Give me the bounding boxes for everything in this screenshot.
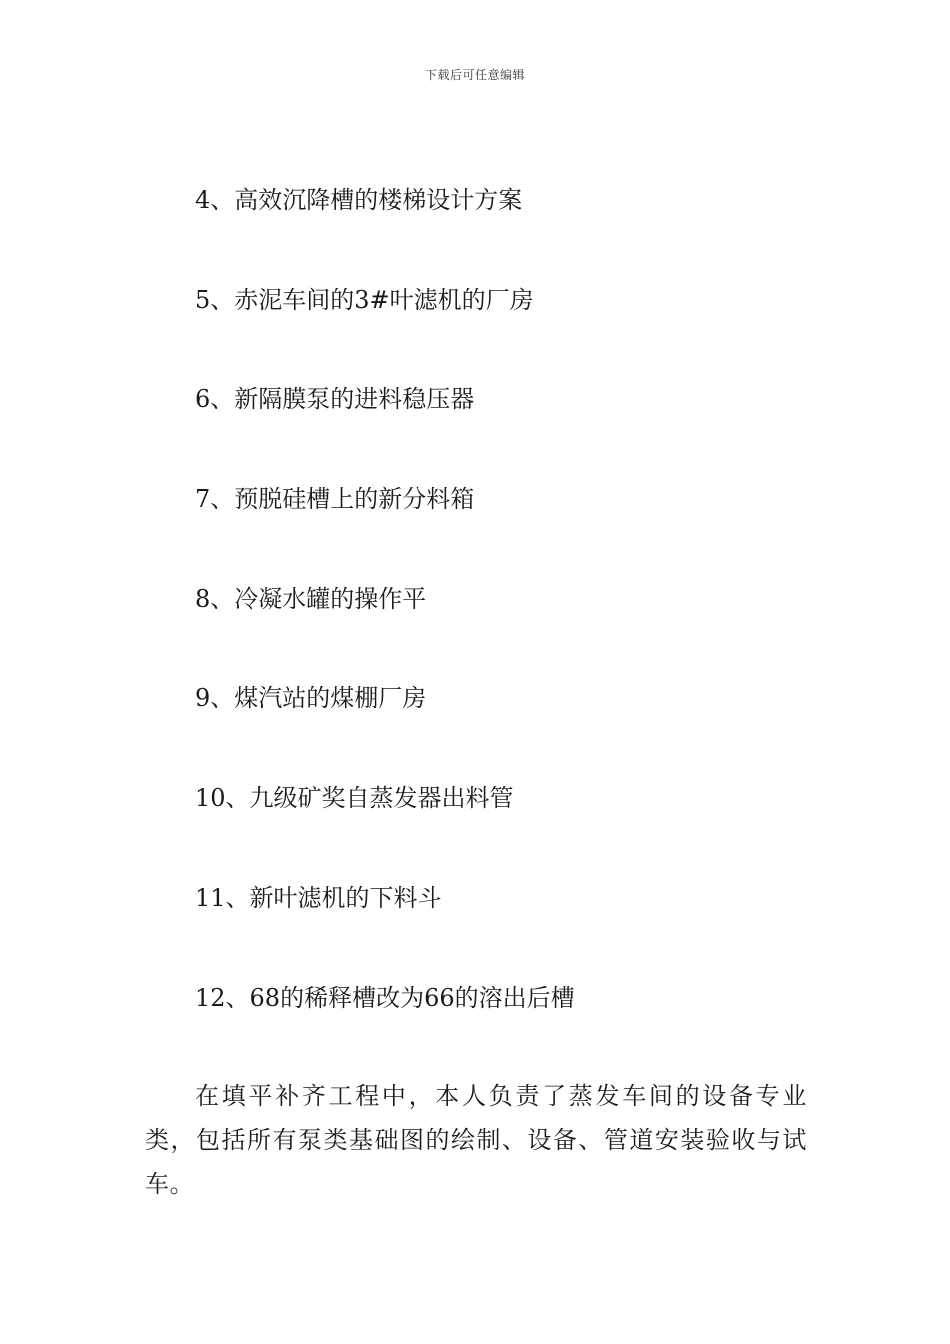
body-paragraph: 在填平补齐工程中，本人负责了蒸发车间的设备专业类，包括所有泵类基础图的绘制、设备、管道安装验收与试车。 [145,1082,807,1198]
list-item: 8、冷凝水罐的操作平 [195,584,427,613]
list-item: 6、新隔膜泵的进料稳压器 [195,385,475,414]
list-item: 12、68的稀释槽改为66的溶出后槽 [195,983,575,1012]
list-item: 4、高效沉降槽的楼梯设计方案 [195,186,523,214]
list-item: 10、九级矿奖自蒸发器出料管 [195,784,514,813]
item-list [195,180,835,1077]
list-item: 7、预脱硅槽上的新分料箱 [195,485,475,514]
list-item: 5、赤泥车间的3#叶滤机的厂房 [195,285,534,314]
list-item: 11、新叶滤机的下料斗 [195,883,442,912]
page-header: 下载后可任意编辑 [424,68,525,82]
list-item: 9、煤汽站的煤棚厂房 [195,684,427,713]
